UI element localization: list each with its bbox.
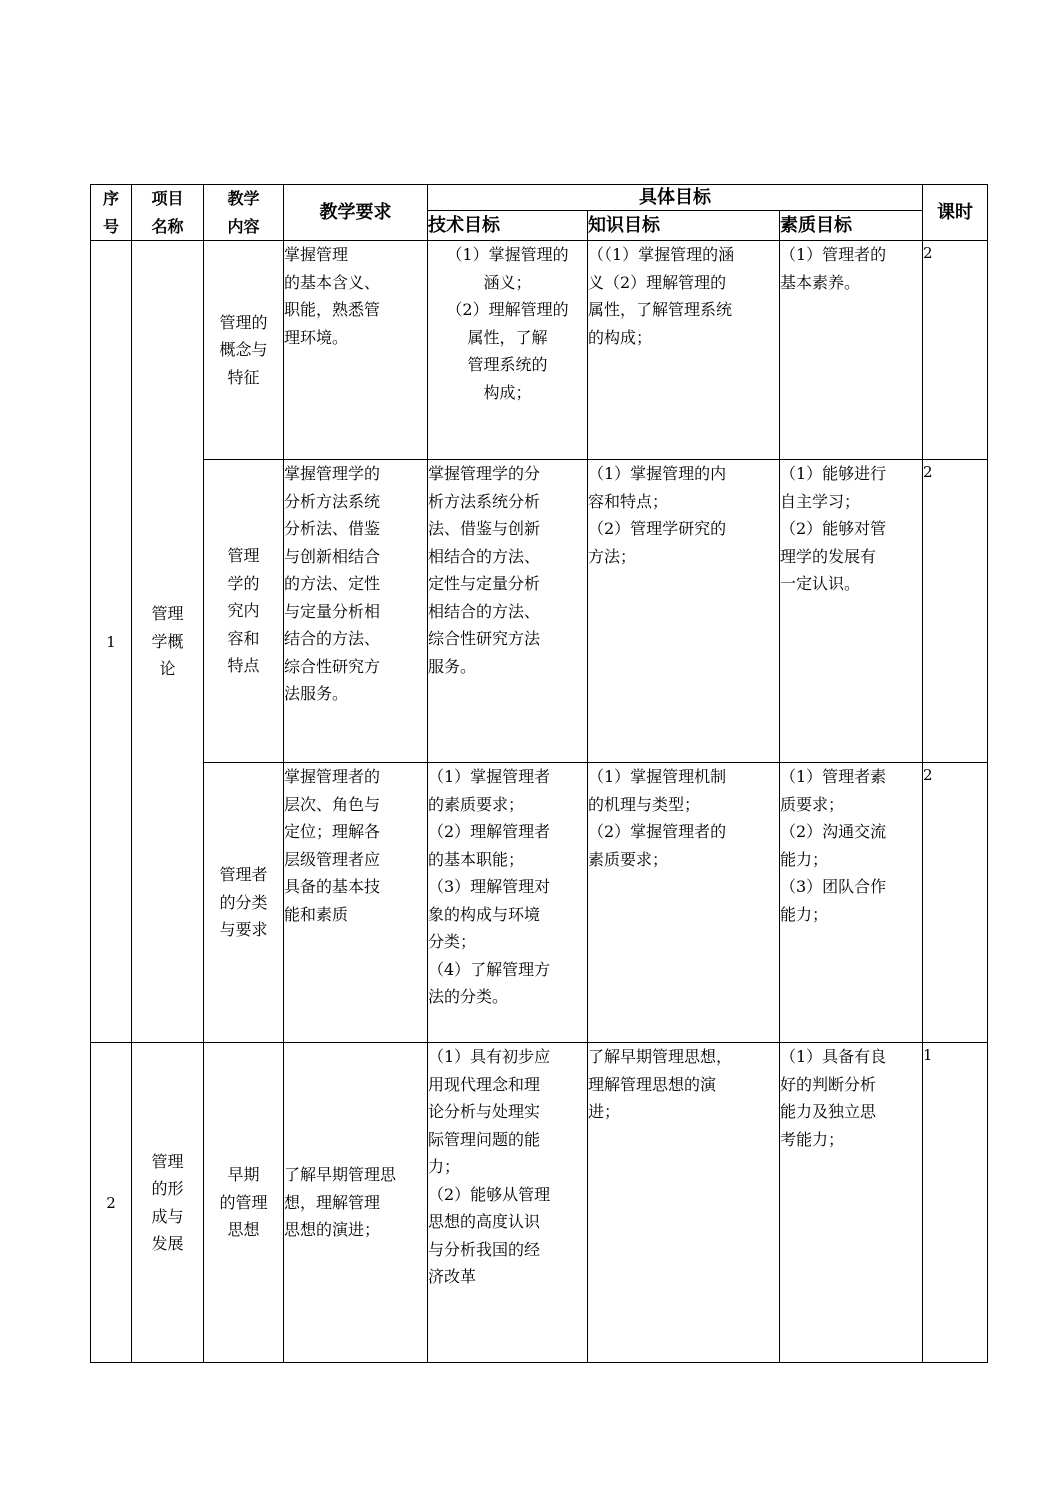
header-teaching-requirement: 教学要求: [284, 185, 428, 241]
project-seq: 2: [91, 1043, 132, 1363]
tech-objective: 掌握管理学的分 析方法系统分析 法、借鉴与创新 相结合的方法、 定性与定量分析 相结合的方法、 综合性研究方法 服务。: [428, 460, 588, 763]
tech-objective: （1）掌握管理的 涵义； （2）理解管理的 属性，了解 管理系统的 构成；: [428, 241, 588, 460]
knowledge-objective: （1）掌握管理的内 容和特点； （2）管理学研究的 方法；: [588, 460, 780, 763]
table-row: [91, 241, 988, 460]
tech-objective: （1）具有初步应 用现代理念和理 论分析与处理实 际管理问题的能 力； （2）能够从管理 思想的高度认识 与分析我国的经 济改革: [428, 1043, 588, 1363]
knowledge-objective: （1）掌握管理机制 的机理与类型； （2）掌握管理者的 素质要求；: [588, 763, 780, 1043]
tech-objective: （1）掌握管理者 的素质要求； （2）理解管理者 的基本职能； （3）理解管理对 象的构成与环境 分类； （4）了解管理方 法的分类。: [428, 763, 588, 1043]
project-seq: 1: [91, 241, 132, 1043]
quality-objective: （1）管理者素 质要求； （2）沟通交流 能力； （3）团队合作 能力；: [780, 763, 923, 1043]
hours: 1: [923, 1043, 988, 1363]
teaching-requirement: 掌握管理者的 层次、角色与 定位；理解各 层级管理者应 具备的基本技 能和素质: [284, 763, 428, 1043]
table-row: [91, 763, 988, 1043]
header-teaching-content: 教学 内容: [204, 185, 284, 241]
header-quality-objective: 素质目标: [780, 211, 923, 241]
teaching-content: 管理者 的分类 与要求: [204, 763, 284, 1043]
quality-objective: （1）管理者的 基本素养。: [780, 241, 923, 460]
syllabus-table: [90, 184, 988, 1363]
header-tech-objective: 技术目标: [428, 211, 588, 241]
header-hours: 课时: [923, 185, 988, 241]
teaching-requirement: 了解早期管理思 想，理解管理 思想的演进；: [284, 1043, 428, 1363]
project-name: 管理 学概 论: [132, 241, 204, 1043]
header-specific-objectives: 具体目标: [428, 185, 923, 211]
knowledge-objective: 了解早期管理思想， 理解管理思想的演 进；: [588, 1043, 780, 1363]
hours: 2: [923, 460, 988, 763]
quality-objective: （1）能够进行 自主学习； （2）能够对管 理学的发展有 一定认识。: [780, 460, 923, 763]
header-knowledge-objective: 知识目标: [588, 211, 780, 241]
table-row: [91, 460, 988, 763]
teaching-content: 管理 学的 究内 容和 特点: [204, 460, 284, 763]
header-seq: 序 号: [91, 185, 132, 241]
teaching-content: 管理的 概念与 特征: [204, 241, 284, 460]
table-row: [91, 1043, 988, 1363]
teaching-content: 早期 的管理 思想: [204, 1043, 284, 1363]
teaching-requirement: 掌握管理学的 分析方法系统 分析法、借鉴 与创新相结合 的方法、定性 与定量分析相 结合的方法、 综合性研究方 法服务。: [284, 460, 428, 763]
knowledge-objective: （（1）掌握管理的涵 义（2）理解管理的 属性，了解管理系统 的构成；: [588, 241, 780, 460]
hours: 2: [923, 763, 988, 1043]
header-project-name: 项目 名称: [132, 185, 204, 241]
hours: 2: [923, 241, 988, 460]
teaching-requirement: 掌握管理 的基本含义、 职能，熟悉管 理环境。: [284, 241, 428, 460]
quality-objective: （1）具备有良 好的判断分析 能力及独立思 考能力；: [780, 1043, 923, 1363]
project-name: 管理 的形 成与 发展: [132, 1043, 204, 1363]
